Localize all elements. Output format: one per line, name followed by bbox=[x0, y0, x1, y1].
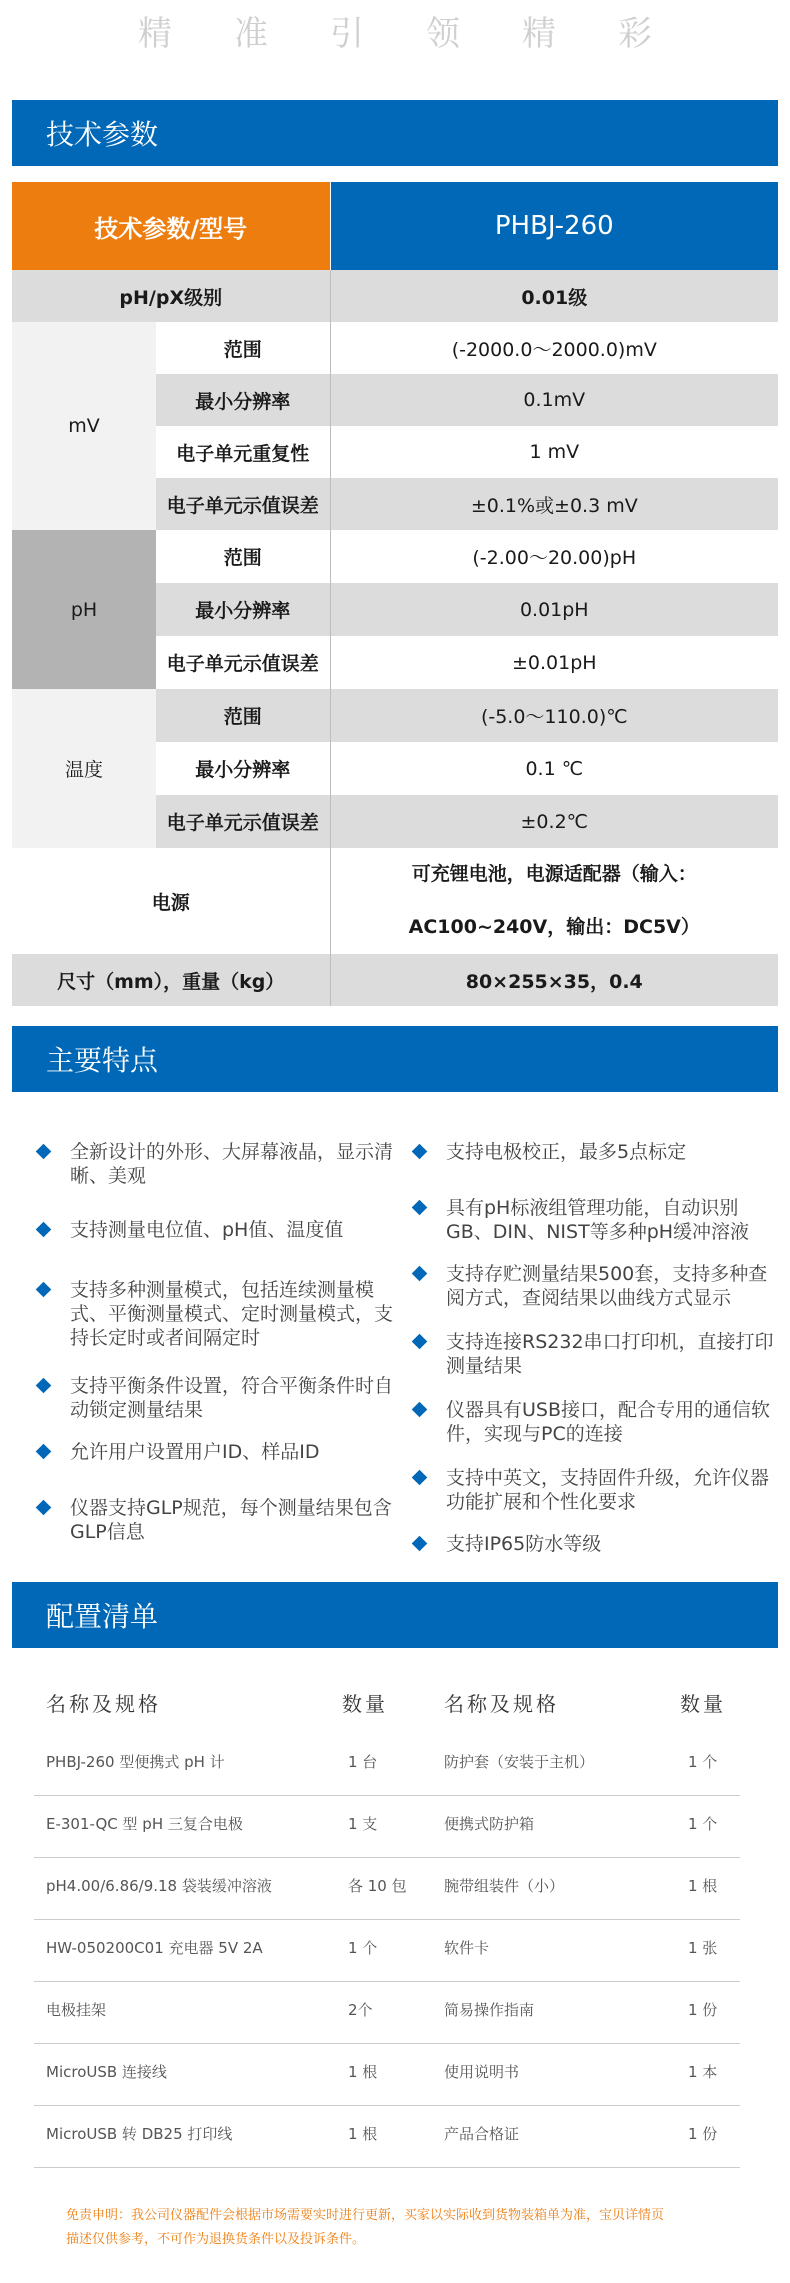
config-item-qty: 1 张 bbox=[688, 1939, 718, 1957]
row-value: (-2000.0～2000.0)mV bbox=[330, 322, 778, 374]
feature-item: 支持测量电位值、pH值、温度值 bbox=[34, 1218, 400, 1242]
power-line: AC100~240V，输出：DC5V） bbox=[408, 916, 700, 938]
table-row bbox=[12, 848, 778, 954]
row-label: 电子单元示值误差 bbox=[156, 636, 330, 689]
config-item-name: PHBJ-260 型便携式 pH 计 bbox=[46, 1753, 225, 1771]
config-item-qty: 1 个 bbox=[348, 1939, 378, 1957]
config-item-name: MicroUSB 转 DB25 打印线 bbox=[46, 2125, 233, 2143]
row-label: 最小分辨率 bbox=[156, 374, 330, 426]
row-value: 80×255×35，0.4 bbox=[330, 954, 778, 1006]
row-label: 最小分辨率 bbox=[156, 583, 330, 636]
config-item-qty: 1 个 bbox=[688, 1815, 718, 1833]
table-row bbox=[12, 322, 778, 374]
config-item-qty: 1 根 bbox=[688, 1877, 718, 1895]
config-item-name: 防护套（安装于主机） bbox=[444, 1753, 595, 1771]
config-col-name: 名称及规格 bbox=[444, 1692, 559, 1716]
config-item-name: HW-050200C01 充电器 5V 2A bbox=[46, 1939, 263, 1957]
config-item-name: 电极挂架 bbox=[46, 2001, 107, 2019]
row-value: 0.01级 bbox=[330, 270, 778, 322]
feature-item: 仪器具有USB接口，配合专用的通信软件，实现与PC的连接 bbox=[410, 1398, 776, 1446]
row-value: 0.1 ℃ bbox=[330, 742, 778, 795]
spec-table bbox=[12, 182, 778, 1006]
row-value: 0.01pH bbox=[330, 583, 778, 636]
table-row bbox=[12, 689, 778, 742]
disclaimer bbox=[66, 2204, 746, 2252]
config-item-name: E-301-QC 型 pH 三复合电极 bbox=[46, 1815, 243, 1833]
config-item-name: pH4.00/6.86/9.18 袋装缓冲溶液 bbox=[46, 1877, 272, 1895]
config-item-qty: 1 份 bbox=[688, 2125, 718, 2143]
feature-item: 具有pH标液组管理功能，自动识别GB、DIN、NIST等多种pH缓冲溶液 bbox=[410, 1196, 776, 1244]
feature-item: 允许用户设置用户ID、样品ID bbox=[34, 1440, 400, 1464]
feature-item: 全新设计的外形、大屏幕液晶，显示清晰、美观 bbox=[34, 1140, 400, 1188]
row-label: 范围 bbox=[156, 689, 330, 742]
spec-header-row bbox=[12, 182, 778, 270]
config-item-qty: 1 份 bbox=[688, 2001, 718, 2019]
row-value: 1 mV bbox=[330, 426, 778, 478]
table-row bbox=[34, 2044, 740, 2106]
table-row bbox=[34, 2106, 740, 2168]
row-value: ±0.1%或±0.3 mV bbox=[330, 478, 778, 530]
row-label: 电源 bbox=[151, 891, 190, 914]
slogan-char: 彩 bbox=[618, 13, 714, 54]
table-row bbox=[34, 1734, 740, 1796]
disclaimer-line: 免责申明：我公司仪器配件会根据市场需要实时进行更新，买家以实际收到货物装箱单为准，宝贝详情页 bbox=[66, 2208, 665, 2223]
table-row bbox=[12, 270, 778, 322]
config-item-qty: 1 支 bbox=[348, 1815, 378, 1833]
row-value: (-2.00～20.00)pH bbox=[330, 530, 778, 583]
table-row bbox=[34, 1982, 740, 2044]
row-label: 范围 bbox=[156, 322, 330, 374]
config-item-name: 产品合格证 bbox=[444, 2125, 520, 2143]
config-item-name: 软件卡 bbox=[444, 1939, 490, 1957]
row-value: ±0.2℃ bbox=[330, 795, 778, 848]
config-item-name: 便携式防护箱 bbox=[444, 1815, 535, 1833]
config-item-qty: 各 10 包 bbox=[348, 1877, 407, 1895]
config-item-name: 使用说明书 bbox=[444, 2063, 520, 2081]
config-col-name: 名称及规格 bbox=[46, 1692, 161, 1716]
config-item-qty: 1 本 bbox=[688, 2063, 718, 2081]
row-label: 电子单元重复性 bbox=[156, 426, 330, 478]
row-label: 电子单元示值误差 bbox=[156, 795, 330, 848]
group-label-mv: mV bbox=[12, 322, 156, 530]
slogan bbox=[0, 0, 790, 60]
config-col-qty: 数量 bbox=[680, 1692, 726, 1716]
section-title: 技术参数 bbox=[46, 118, 159, 151]
table-row bbox=[12, 954, 778, 1006]
slogan-char: 领 bbox=[426, 13, 522, 54]
feature-item: 支持中英文，支持固件升级，允许仪器功能扩展和个性化要求 bbox=[410, 1466, 776, 1514]
row-value: (-5.0～110.0)℃ bbox=[330, 689, 778, 742]
slogan-char: 引 bbox=[330, 13, 426, 54]
group-label-temp: 温度 bbox=[12, 689, 156, 848]
row-label: 电子单元示值误差 bbox=[156, 478, 330, 530]
spec-header-label: 技术参数/型号 bbox=[12, 182, 330, 270]
config-col-qty: 数量 bbox=[342, 1692, 388, 1716]
section-title: 主要特点 bbox=[46, 1044, 159, 1077]
feature-item: 支持平衡条件设置，符合平衡条件时自动锁定测量结果 bbox=[34, 1374, 400, 1422]
table-row bbox=[12, 530, 778, 583]
section-header-tech bbox=[12, 100, 778, 166]
slogan-char: 精 bbox=[138, 13, 234, 54]
slogan-char: 准 bbox=[234, 13, 330, 54]
feature-item: 支持多种测量模式，包括连续测量模式、平衡测量模式、定时测量模式，支持长定时或者间隔定时 bbox=[34, 1278, 400, 1350]
config-item-name: 简易操作指南 bbox=[444, 2001, 535, 2019]
row-label: 范围 bbox=[156, 530, 330, 583]
row-label: 尺寸（mm），重量（kg） bbox=[57, 970, 285, 993]
config-item-qty: 1 根 bbox=[348, 2063, 378, 2081]
section-title: 配置清单 bbox=[46, 1600, 159, 1633]
table-row bbox=[34, 1858, 740, 1920]
disclaimer-line: 描述仅供参考，不可作为退换货条件以及投诉条件。 bbox=[66, 2232, 366, 2247]
row-label: pH/pX级别 bbox=[119, 286, 223, 309]
row-label: 最小分辨率 bbox=[156, 742, 330, 795]
group-label-ph: pH bbox=[12, 530, 156, 689]
row-value: 0.1mV bbox=[330, 374, 778, 426]
feature-item: 支持连接RS232串口打印机，直接打印测量结果 bbox=[410, 1330, 776, 1378]
table-row bbox=[34, 1920, 740, 1982]
feature-item: 支持IP65防水等级 bbox=[410, 1532, 776, 1556]
feature-item: 支持电极校正，最多5点标定 bbox=[410, 1140, 776, 1164]
feature-item: 支持存贮测量结果500套，支持多种查阅方式，查阅结果以曲线方式显示 bbox=[410, 1262, 776, 1310]
config-item-qty: 1 台 bbox=[348, 1753, 378, 1771]
row-value: ±0.01pH bbox=[330, 636, 778, 689]
power-line: 可充锂电池，电源适配器（输入： bbox=[411, 863, 697, 885]
config-item-qty: 2个 bbox=[348, 2001, 373, 2019]
config-item-name: MicroUSB 连接线 bbox=[46, 2063, 167, 2081]
config-item-qty: 1 个 bbox=[688, 1753, 718, 1771]
row-value bbox=[330, 848, 778, 954]
slogan-char: 精 bbox=[522, 13, 618, 54]
table-row bbox=[34, 1796, 740, 1858]
feature-item: 仪器支持GLP规范，每个测量结果包含GLP信息 bbox=[34, 1496, 400, 1544]
config-item-qty: 1 根 bbox=[348, 2125, 378, 2143]
section-header-config bbox=[12, 1582, 778, 1648]
config-item-name: 腕带组装件（小） bbox=[444, 1877, 565, 1895]
section-header-features bbox=[12, 1026, 778, 1092]
spec-model: PHBJ-260 bbox=[330, 182, 778, 270]
